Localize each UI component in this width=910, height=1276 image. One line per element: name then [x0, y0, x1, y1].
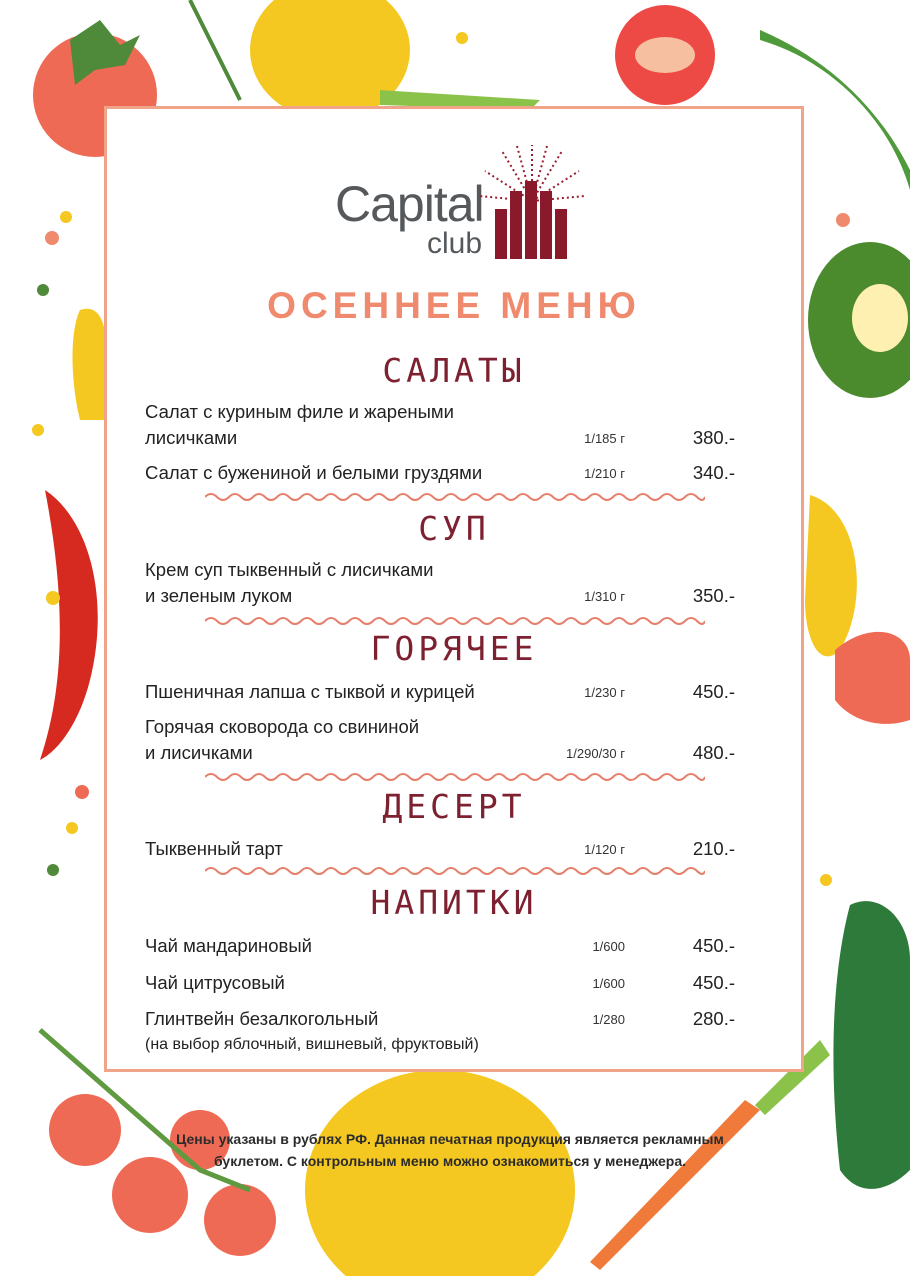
avocado-pit-illustration [852, 284, 908, 352]
decor-dot [75, 785, 89, 799]
wave-divider [205, 491, 705, 503]
item-weight: 1/600 [592, 976, 625, 991]
section-title-salads: САЛАТЫ [382, 351, 526, 390]
menu-title: ОСЕННЕЕ МЕНЮ [267, 285, 641, 326]
item-weight: 1/210 г [584, 466, 625, 481]
menu-item [145, 399, 765, 451]
menu-item [145, 714, 765, 766]
footer-line: Цены указаны в рублях РФ. Данная печатная продукция является рекламным [176, 1131, 724, 1147]
section-title-drinks: НАПИТКИ [370, 883, 538, 922]
item-name: Салат с бужениной и белыми груздями [145, 462, 483, 483]
chard-leaf-illustration [805, 495, 857, 656]
item-name-line: Глинтвейн безалкогольный [145, 1008, 379, 1029]
menu-card [104, 106, 804, 1072]
decor-dot [60, 211, 72, 223]
cherry-tomato-illustration [49, 1094, 121, 1166]
menu-item [145, 679, 765, 705]
building-logo-icon [477, 141, 587, 261]
item-name [145, 714, 545, 766]
chili-illustration [40, 490, 98, 760]
decor-dot [820, 874, 832, 886]
decor-dot [37, 284, 49, 296]
item-name-line: лисичками [145, 427, 238, 448]
item-name [145, 1006, 585, 1058]
decor-dot [45, 231, 59, 245]
item-price: 380.- [692, 427, 735, 448]
item-price: 210.- [692, 838, 735, 859]
item-name: Чай мандариновый [145, 935, 312, 956]
cherry-tomato-illustration [204, 1184, 276, 1256]
item-name: Тыквенный тарт [145, 838, 283, 859]
item-name-line: Крем суп тыквенный с лисичками [145, 559, 434, 580]
item-name-line: Горячая сковорода со свининой [145, 716, 420, 737]
wave-divider [205, 865, 705, 877]
item-weight: 1/280 [592, 1012, 625, 1027]
item-weight: 1/230 г [584, 685, 625, 700]
apple-illustration [835, 632, 910, 724]
section-title-dessert: ДЕСЕРТ [382, 787, 526, 826]
item-name-line: и лисичками [145, 742, 253, 763]
footer-disclaimer [140, 1128, 760, 1172]
menu-item [145, 836, 765, 862]
decor-dot [66, 822, 78, 834]
item-weight: 1/310 г [584, 589, 625, 604]
item-name: Чай цитрусовый [145, 972, 285, 993]
decor-dot [47, 864, 59, 876]
item-name-note: (на выбор яблочный, вишневый, фруктовый) [145, 1036, 479, 1053]
tomato-seed-illustration [635, 37, 695, 73]
item-weight: 1/120 г [584, 842, 625, 857]
decor-dot [32, 424, 44, 436]
logo-word-capital: Capital [335, 176, 484, 232]
herb-illustration [190, 0, 240, 100]
item-name [145, 399, 545, 451]
item-price: 480.- [692, 742, 735, 763]
item-price: 450.- [692, 935, 735, 956]
item-name: Пшеничная лапша с тыквой и курицей [145, 681, 475, 702]
item-price: 450.- [692, 972, 735, 993]
carrot-illustration [590, 1100, 760, 1270]
item-price: 280.- [692, 1008, 735, 1029]
yellow-pepper-illustration [73, 309, 108, 420]
item-weight: 1/290/30 г [566, 746, 625, 761]
item-price: 350.- [692, 585, 735, 606]
item-weight: 1/185 г [584, 431, 625, 446]
decor-dot [456, 32, 468, 44]
menu-item [145, 557, 765, 609]
item-weight: 1/600 [592, 939, 625, 954]
decor-dot [46, 591, 60, 605]
cucumber-illustration [833, 901, 910, 1189]
footer-line: буклетом. С контрольным меню можно ознакомиться у менеджера. [213, 1153, 687, 1169]
menu-item [145, 933, 765, 959]
item-name-line: Салат с куриным филе и жареными [145, 401, 454, 422]
logo-word-club: club [427, 227, 483, 260]
menu-item [145, 460, 765, 486]
section-title-soup: СУП [418, 509, 490, 548]
item-price: 450.- [692, 681, 735, 702]
menu-item [145, 1006, 765, 1058]
wave-divider [205, 615, 705, 627]
squash-illustration [305, 1070, 575, 1276]
menu-item [145, 970, 765, 996]
section-title-hot-dishes: ГОРЯЧЕЕ [370, 629, 538, 668]
item-name-line: и зеленым луком [145, 585, 293, 606]
item-name [145, 557, 545, 609]
wave-divider [205, 771, 705, 783]
item-price: 340.- [692, 462, 735, 483]
capital-club-logo [335, 141, 585, 261]
decor-dot [836, 213, 850, 227]
